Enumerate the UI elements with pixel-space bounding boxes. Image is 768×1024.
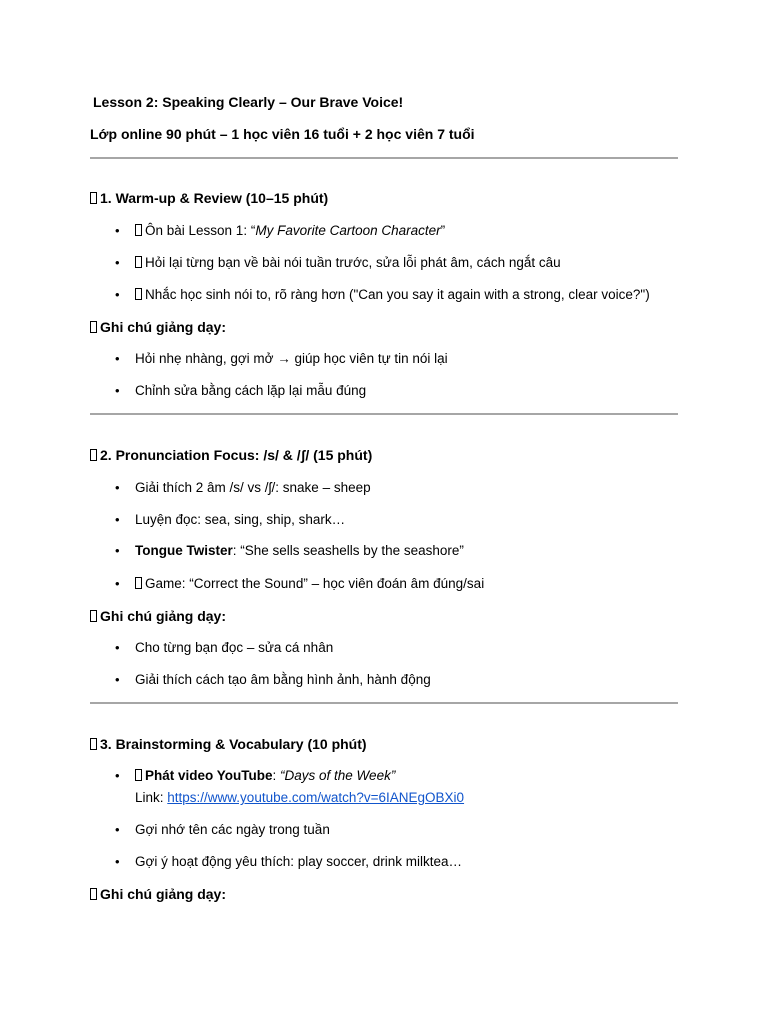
- list-item: • Gợi nhớ tên các ngày trong tuần: [135, 822, 330, 837]
- list-item: • Game: “Correct the Sound” – học viên đoán âm đúng/sai: [135, 576, 484, 591]
- teaching-note-heading: Ghi chú giảng dạy:: [90, 319, 226, 335]
- youtube-link[interactable]: https://www.youtube.com/watch?v=6IANEgOBXi0: [167, 790, 465, 805]
- list-item: • Chỉnh sửa bằng cách lặp lại mẫu đúng: [135, 383, 366, 398]
- glyph-placeholder-icon: [135, 288, 142, 300]
- lesson-title: Lesson 2: Speaking Clearly – Our Brave Voice!: [93, 94, 404, 110]
- divider: [90, 413, 678, 415]
- list-item: • Phát video YouTube: “Days of the Week”: [135, 768, 395, 783]
- list-item: • Giải thích cách tạo âm bằng hình ảnh, hành động: [135, 672, 431, 687]
- list-item: • Hỏi lại từng bạn về bài nói tuần trước, sửa lỗi phát âm, cách ngắt câu: [135, 255, 561, 270]
- list-item: • Hỏi nhẹ nhàng, gợi mở → giúp học viên tự tin nói lại: [135, 351, 448, 366]
- section-1-heading: 1. Warm-up & Review (10–15 phút): [90, 190, 328, 206]
- glyph-placeholder-icon: [90, 738, 97, 750]
- list-item: • Giải thích 2 âm /s/ vs /ʃ/: snake – sheep: [135, 480, 371, 495]
- section-2-heading: 2. Pronunciation Focus: /s/ & /ʃ/ (15 phút): [90, 447, 372, 463]
- glyph-placeholder-icon: [90, 888, 97, 900]
- list-item: • Ôn bài Lesson 1: “My Favorite Cartoon Character”: [135, 223, 445, 238]
- glyph-placeholder-icon: [135, 769, 142, 781]
- link-line: Link: https://www.youtube.com/watch?v=6IANEgOBXi0: [135, 790, 465, 805]
- list-item: • Tongue Twister: “She sells seashells by the seashore”: [135, 543, 464, 558]
- teaching-note-heading: Ghi chú giảng dạy:: [90, 886, 226, 902]
- glyph-placeholder-icon: [135, 577, 142, 589]
- list-item: • Luyện đọc: sea, sing, ship, shark…: [135, 512, 345, 527]
- list-item: • Gợi ý hoạt động yêu thích: play soccer, drink milktea…: [135, 854, 462, 869]
- divider: [90, 157, 678, 159]
- glyph-placeholder-icon: [90, 610, 97, 622]
- glyph-placeholder-icon: [90, 192, 97, 204]
- glyph-placeholder-icon: [135, 224, 142, 236]
- lesson-subtitle: Lớp online 90 phút – 1 học viên 16 tuổi + 2 học viên 7 tuổi: [90, 126, 475, 142]
- list-item: • Nhắc học sinh nói to, rõ ràng hơn ("Can you say it again with a strong, clear voice?"): [135, 287, 650, 302]
- teaching-note-heading: Ghi chú giảng dạy:: [90, 608, 226, 624]
- section-3-heading: 3. Brainstorming & Vocabulary (10 phút): [90, 736, 367, 752]
- list-item: • Cho từng bạn đọc – sửa cá nhân: [135, 640, 333, 655]
- divider: [90, 702, 678, 704]
- glyph-placeholder-icon: [90, 321, 97, 333]
- glyph-placeholder-icon: [90, 449, 97, 461]
- glyph-placeholder-icon: [135, 256, 142, 268]
